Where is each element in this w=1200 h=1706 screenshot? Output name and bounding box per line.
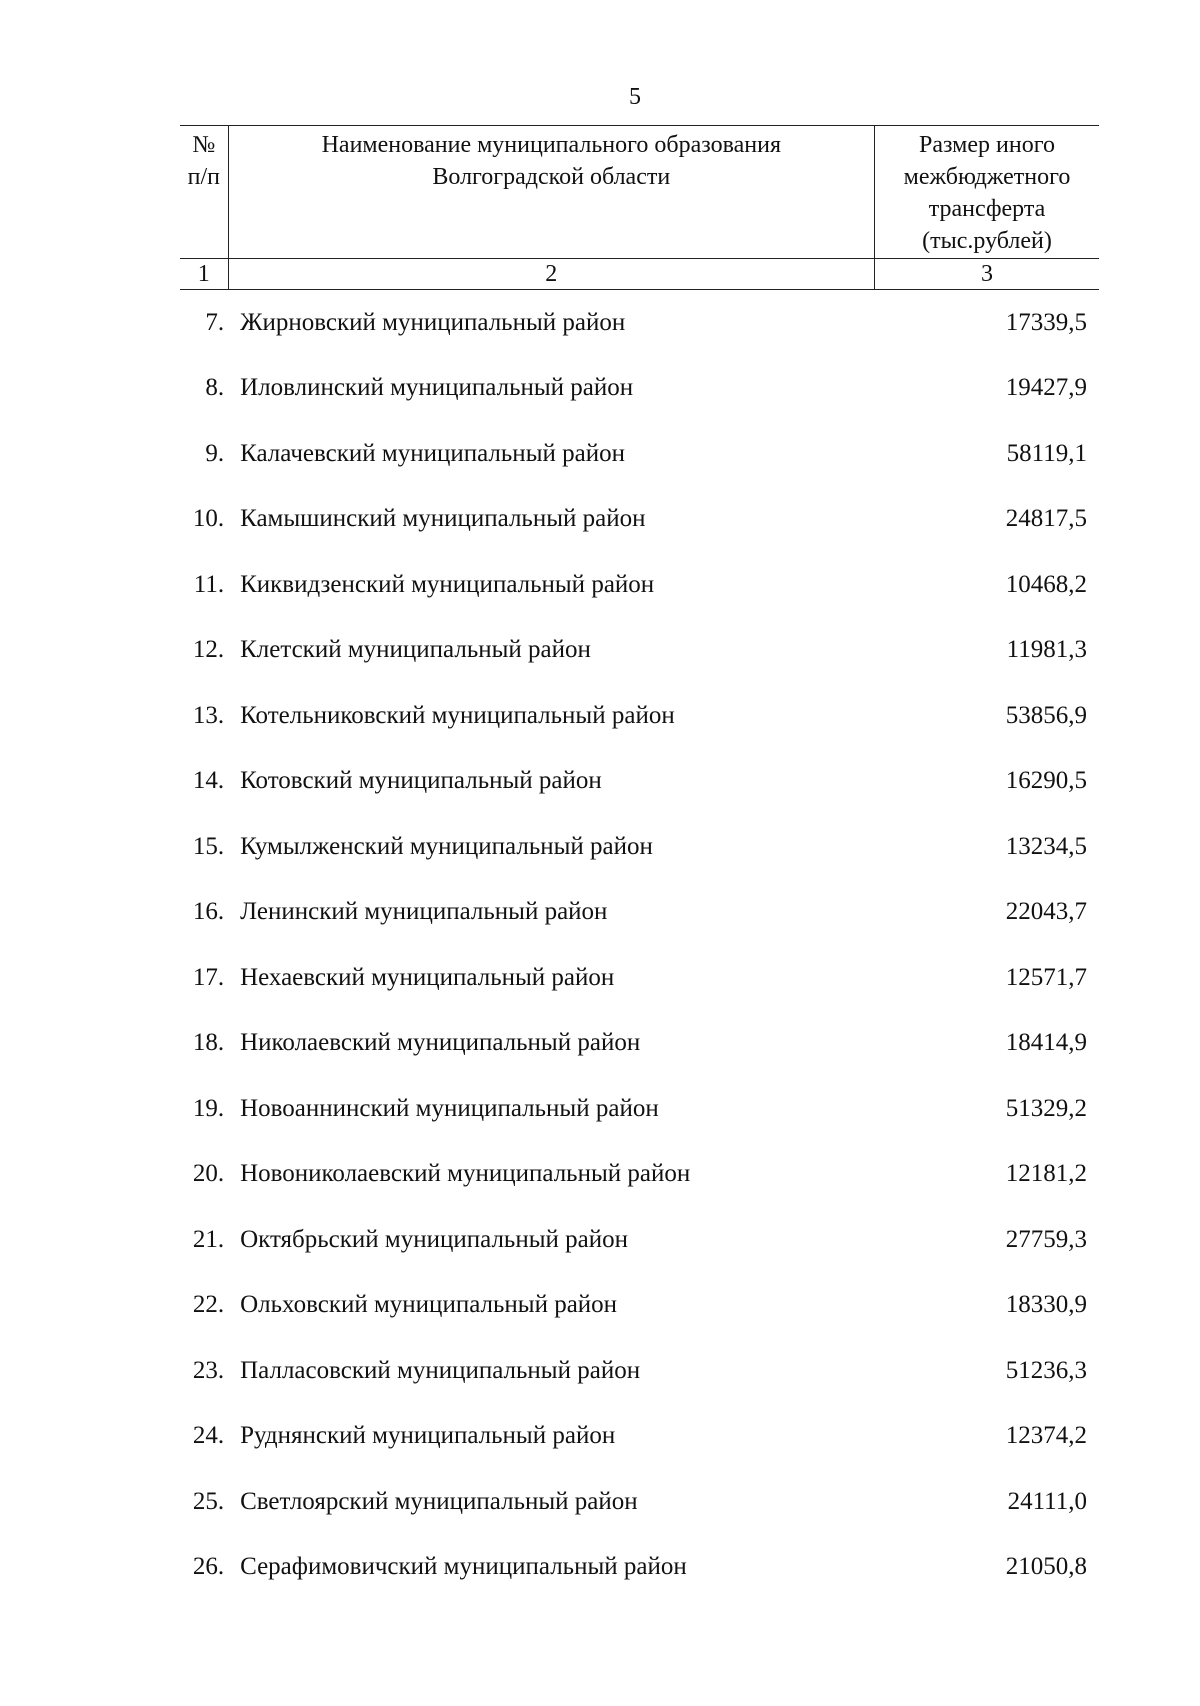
header-name [228,126,874,259]
row-name: Руднянский муниципальный район [240,1422,616,1450]
row-value: 58119,1 [1006,439,1087,467]
row-value: 21050,8 [1005,1553,1087,1581]
header-name-line1: Наименование муниципального образования [321,132,781,158]
column-number-2: 2 [228,259,874,290]
table-row [180,421,1099,487]
table-row [180,1207,1099,1273]
table-row [180,552,1099,618]
row-value: 10468,2 [1005,570,1087,598]
table-row [180,1338,1099,1404]
column-number-1: 1 [180,259,228,290]
header-number-line1: № [192,132,216,158]
row-number: 15. [192,832,225,860]
row-value: 24111,0 [1007,1487,1087,1515]
row-value: 12181,2 [1005,1160,1087,1188]
row-number: 23. [192,1356,225,1384]
row-value: 19427,9 [1005,374,1087,402]
row-name: Светлоярский муниципальный район [240,1487,638,1515]
row-number: 11. [193,570,225,598]
row-value: 53856,9 [1005,701,1087,729]
table-row [180,683,1099,749]
row-value: 24817,5 [1005,505,1087,533]
row-name: Ленинский муниципальный район [240,898,608,926]
table-row [180,1076,1099,1142]
row-name: Котовский муниципальный район [240,767,602,795]
table-row [180,814,1099,880]
header-number-line2: п/п [187,164,220,190]
page-number: 5 [629,84,641,110]
table-body [180,290,1099,1601]
row-name: Камышинский муниципальный район [240,505,646,533]
header-number [180,126,228,259]
table-row [180,945,1099,1011]
row-name: Кумылженский муниципальный район [240,832,653,860]
table-header-row [180,126,1099,259]
row-name: Котельниковский муниципальный район [240,701,675,729]
row-name: Новониколаевский муниципальный район [240,1160,691,1188]
row-name: Николаевский муниципальный район [240,1029,641,1057]
row-name: Нехаевский муниципальный район [240,963,615,991]
table-row [180,1535,1099,1601]
header-size [875,126,1100,259]
table-row [180,1469,1099,1535]
row-number: 14. [192,767,225,795]
row-name: Жирновский муниципальный район [240,308,626,336]
column-number-3: 3 [875,259,1100,290]
header-size-line4: (тыс.рублей) [922,228,1052,254]
header-size-line3: трансферта [928,196,1046,222]
row-number: 26. [192,1553,225,1581]
row-number: 22. [192,1291,225,1319]
row-name: Киквидзенский муниципальный район [240,570,655,598]
row-value: 12571,7 [1005,963,1087,991]
column-numbers-row [180,259,1099,290]
row-name: Иловлинский муниципальный район [240,374,634,402]
table-row [180,1273,1099,1339]
transfer-table [180,125,1099,1600]
row-number: 16. [192,898,225,926]
row-name: Клетский муниципальный район [240,636,591,664]
row-number: 13. [192,701,225,729]
table-row [180,487,1099,553]
row-value: 16290,5 [1005,767,1087,795]
row-name: Ольховский муниципальный район [240,1291,618,1319]
table-row [180,356,1099,422]
row-number: 10. [192,505,225,533]
row-value: 13234,5 [1005,832,1087,860]
row-value: 51329,2 [1005,1094,1087,1122]
row-number: 21. [192,1225,225,1253]
row-number: 9. [205,439,225,467]
row-number: 24. [192,1422,225,1450]
row-value: 11981,3 [1006,636,1087,664]
row-number: 8. [205,374,225,402]
row-name: Палласовский муниципальный район [240,1356,641,1384]
row-number: 19. [192,1094,225,1122]
row-value: 27759,3 [1005,1225,1087,1253]
header-size-line1: Размер иного [919,132,1055,158]
row-number: 25. [192,1487,225,1515]
row-value: 22043,7 [1005,898,1087,926]
table-row [180,1011,1099,1077]
row-number: 12. [192,636,225,664]
table-row [180,880,1099,946]
row-value: 12374,2 [1005,1422,1087,1450]
row-value: 18414,9 [1005,1029,1087,1057]
table-row [180,618,1099,684]
row-number: 17. [192,963,225,991]
row-name: Октябрьский муниципальный район [240,1225,628,1253]
row-number: 18. [192,1029,225,1057]
row-name: Новоаннинский муниципальный район [240,1094,659,1122]
header-name-line2: Волгоградской области [432,164,671,190]
row-number: 7. [205,308,225,336]
row-value: 18330,9 [1005,1291,1087,1319]
table-row [180,1142,1099,1208]
row-number: 20. [192,1160,225,1188]
header-size-line2: межбюджетного [903,164,1071,190]
row-name: Серафимовичский муниципальный район [240,1553,687,1581]
row-name: Калачевский муниципальный район [240,439,625,467]
row-value: 17339,5 [1005,308,1087,336]
table-row [180,290,1099,356]
table-row [180,1404,1099,1470]
row-value: 51236,3 [1005,1356,1087,1384]
table-row [180,749,1099,815]
